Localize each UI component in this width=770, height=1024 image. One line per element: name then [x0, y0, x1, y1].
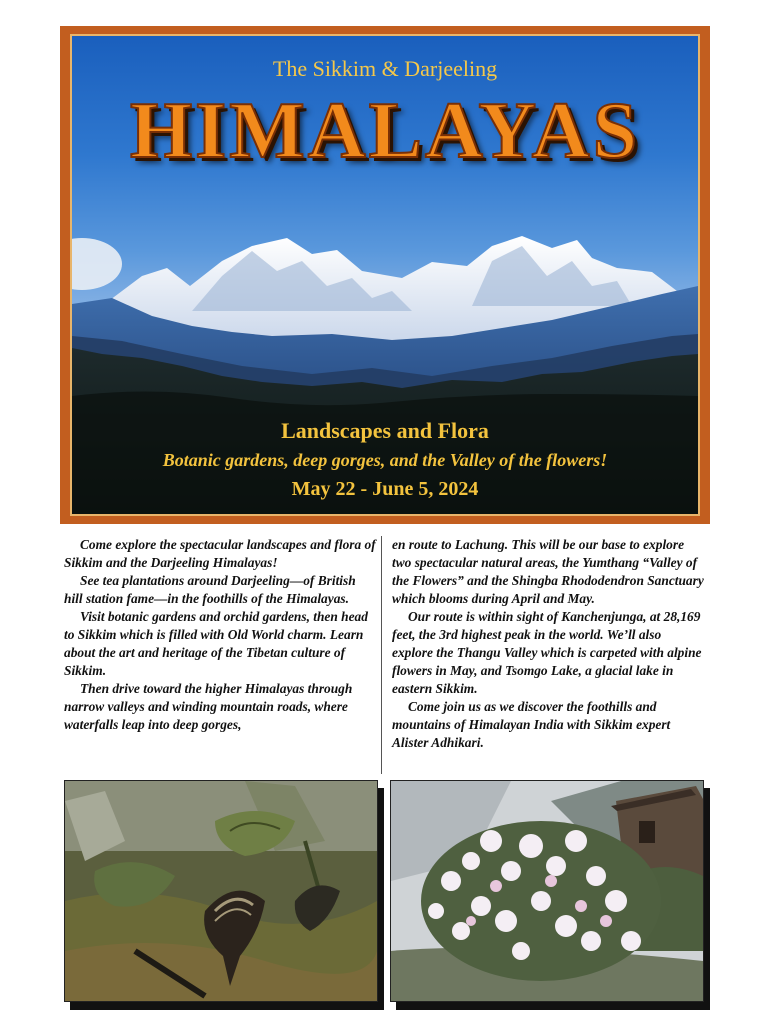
- hero-caption-heading: Landscapes and Flora: [281, 418, 489, 443]
- kanchenjunga-paragraph: Our route is within sight of Kanchenjunga, at 28,169 feet, the 3rd highest peak in the world. We’ll also explore the Thangu Valley which is carpeted with alpine flowers in May, and Tsomgo Lake, a glacial lake in eastern Sikkim.: [392, 609, 702, 696]
- left-text-column: [64, 536, 376, 734]
- hero-subtitle: The Sikkim & Darjeeling: [272, 56, 498, 81]
- tea-plantations-paragraph: See tea plantations around Darjeeling—of British hill station fame—in the foothills of the Himalayas.: [64, 573, 356, 606]
- drive-paragraph: Then drive toward the higher Himalayas through narrow valleys and winding mountain roads, where waterfalls leap into deep gorges,: [64, 681, 353, 732]
- rhododendron-photo-image: [390, 780, 704, 1002]
- hero-dates: May 22 - June 5, 2024: [291, 478, 479, 500]
- hero-caption-tagline: Botanic gardens, deep gorges, and the Valley of the flowers!: [162, 450, 608, 470]
- hero-banner-frame: [60, 26, 710, 524]
- lachung-paragraph: en route to Lachung. This will be our base to explore two spectacular natural areas, the Yumthang “Valley of the Flowers” and the Shingba Rhododendron Sanctuary which blooms during April and May.: [392, 537, 704, 606]
- gardens-paragraph: Visit botanic gardens and orchid gardens, then head to Sikkim which is filled with Old World charm. Learn about the art and heritage of the Tibetan culture of Sikkim.: [64, 609, 368, 678]
- column-divider: [381, 536, 382, 774]
- invitation-text: Come join us as we discover the foothills and mountains of Himalayan India with Sikkim expert: [392, 699, 671, 732]
- hero-banner: [70, 34, 700, 516]
- plant-photo-image: [64, 780, 378, 1002]
- intro-paragraph: Come explore the spectacular landscapes and flora of Sikkim and the Darjeeling Himalayas!: [64, 537, 376, 570]
- invitation-end: .: [480, 735, 484, 750]
- right-text-column: [392, 536, 704, 752]
- invitation-paragraph: [392, 698, 704, 752]
- hero-title: HIMALAYAS: [129, 87, 641, 175]
- expert-name: Alister Adhikari: [392, 735, 481, 750]
